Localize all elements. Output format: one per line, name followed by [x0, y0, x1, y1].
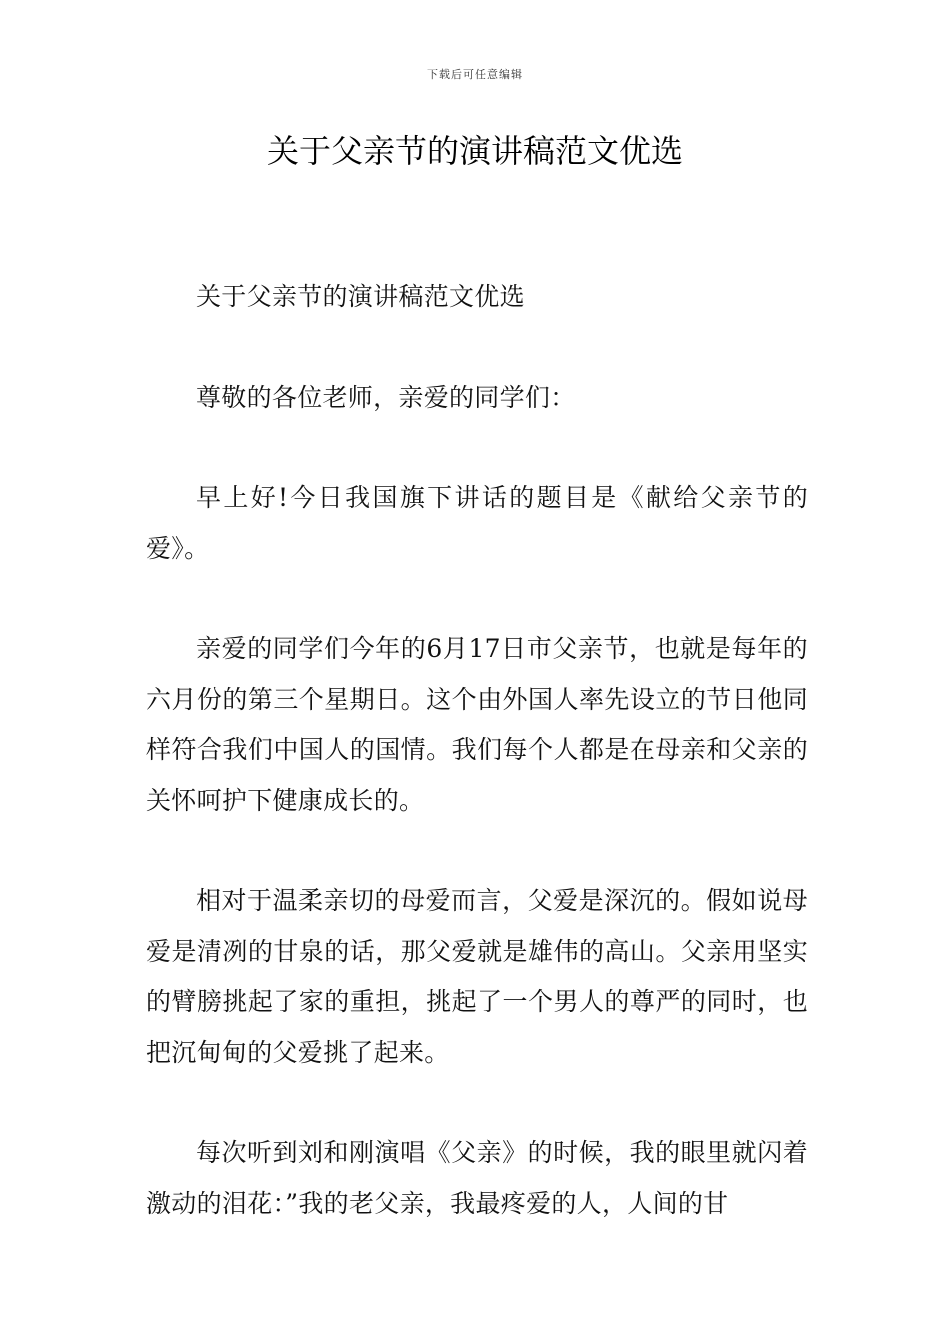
paragraph-subtitle: 关于父亲节的演讲稿范文优选	[196, 282, 525, 311]
paragraph-fatherly-love: 相对于温柔亲切的母爱而言，父爱是深沉的。假如说母爱是清冽的甘泉的话，那父爱就是雄伟的高山。父亲用坚实的臂膀挑起了家的重担，挑起了一个男人的尊严的同时，也把沉甸甸的父爱挑了起来。	[146, 886, 808, 1067]
document-body	[146, 272, 808, 1279]
paragraph-opening: 早上好!今日我国旗下讲话的题目是《献给父亲节的爱》。	[146, 483, 808, 563]
paragraph-greeting: 尊敬的各位老师，亲爱的同学们：	[196, 382, 576, 412]
header-note: 下载后可任意编辑	[427, 68, 523, 81]
paragraph-song: 每次听到刘和刚演唱《父亲》的时候，我的眼里就闪着激动的泪花：”我的老父亲，我最疼爱的人，人间的甘	[146, 1138, 808, 1218]
paragraph-fathers-day: 亲爱的同学们今年的6月17日市父亲节，也就是每年的六月份的第三个星期日。这个由外国人率先设立的节日他同样符合我们中国人的国情。我们每个人都是在母亲和父亲的关怀呵护下健康成长的。	[146, 634, 808, 815]
document-title: 关于父亲节的演讲稿范文优选	[266, 132, 683, 170]
